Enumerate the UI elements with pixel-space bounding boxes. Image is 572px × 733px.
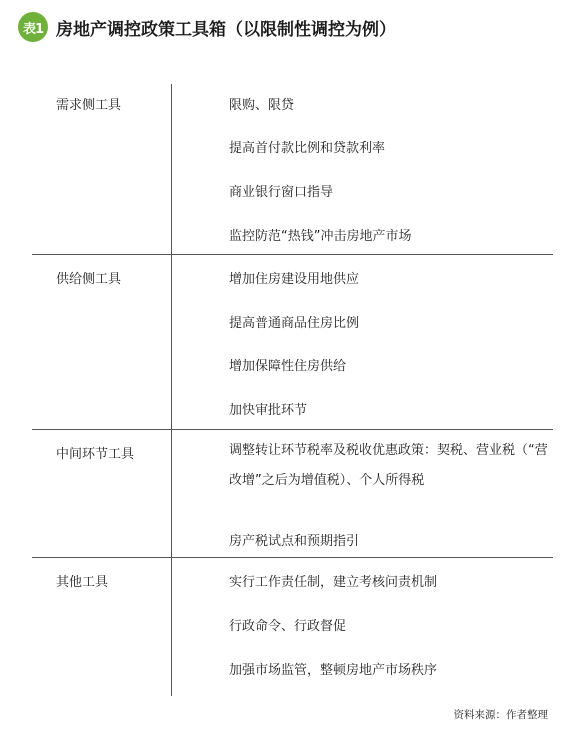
list-item: 提高普通商品住房比例 <box>229 316 360 331</box>
list-item: 加强市场监管，整顿房地产市场秩序 <box>229 663 438 678</box>
list-item: 限购、限贷 <box>229 98 295 113</box>
section-demand <box>32 84 553 254</box>
list-item: 商业银行窗口指导 <box>229 185 334 200</box>
list-item: 行政命令、行政督促 <box>229 619 347 634</box>
list-item: 调整转让环节税率及税收优惠政策：契税、营业税（“营改增”之后为增值税）、个人所得税 <box>229 443 548 488</box>
category-label: 需求侧工具 <box>56 98 122 113</box>
section-other <box>32 557 553 697</box>
category-label: 其他工具 <box>56 575 109 590</box>
table-header <box>18 12 396 42</box>
source-note: 资料来源：作者整理 <box>453 709 548 721</box>
category-label: 中间环节工具 <box>56 447 135 462</box>
list-item: 增加住房建设用地供应 <box>229 272 360 287</box>
table-number-badge: 表1 <box>18 12 48 42</box>
list-item: 监控防范“热钱”冲击房地产市场 <box>229 229 412 244</box>
list-item: 增加保障性住房供给 <box>229 359 347 374</box>
category-label: 供给侧工具 <box>56 272 122 287</box>
table-title: 房地产调控政策工具箱（以限制性调控为例） <box>56 19 396 40</box>
list-item: 实行工作责任制，建立考核问责机制 <box>229 575 438 590</box>
section-intermediate <box>32 429 553 558</box>
list-item: 房产税试点和预期指引 <box>229 534 360 549</box>
list-item: 提高首付款比例和贷款利率 <box>229 141 386 156</box>
list-item: 加快审批环节 <box>229 403 308 418</box>
section-supply <box>32 254 553 430</box>
